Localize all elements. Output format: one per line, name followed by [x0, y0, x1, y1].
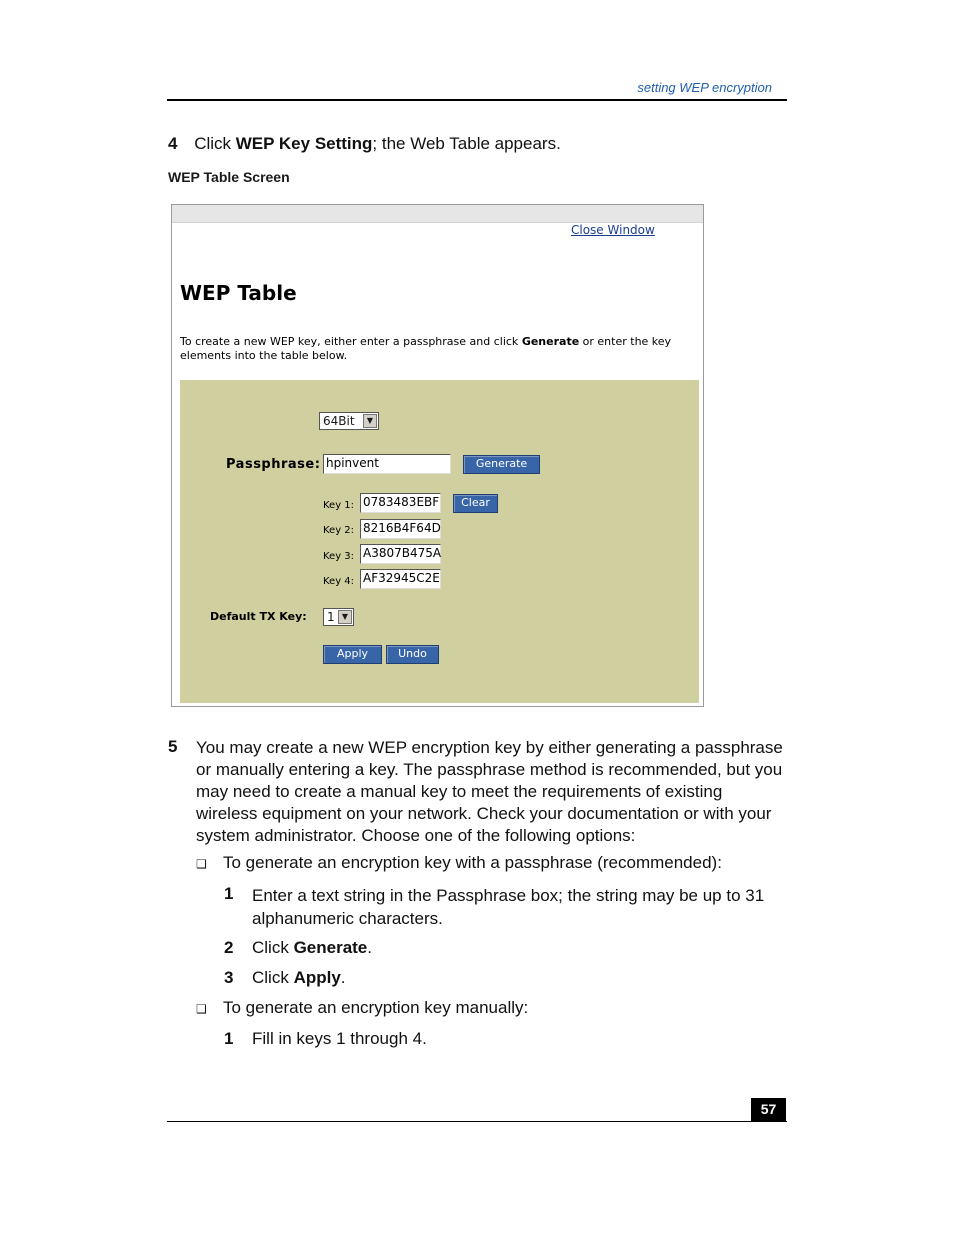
page-number: 57: [760, 1101, 777, 1117]
a3-post: .: [340, 968, 346, 987]
option-b-step-1-number: 1: [224, 1029, 234, 1048]
passphrase-input[interactable]: hpinvent: [323, 454, 451, 474]
clear-button[interactable]: Clear: [453, 494, 498, 513]
default-tx-label: Default TX Key:: [210, 610, 307, 623]
a3-pre: Click: [252, 968, 294, 987]
key-length-select[interactable]: [319, 412, 379, 430]
option-a-step-3-number: 3: [224, 968, 234, 987]
wep-settings-panel: [180, 380, 699, 703]
chevron-down-icon: ▼: [363, 414, 377, 428]
a3-bold: Apply: [293, 968, 341, 987]
footer-rule: [167, 1121, 787, 1122]
wep-intro-text: [180, 335, 695, 363]
key-2-input[interactable]: 8216B4F64D: [360, 519, 441, 539]
undo-button[interactable]: Undo: [386, 645, 439, 664]
key-3-input[interactable]: A3807B475A: [360, 544, 441, 564]
key-1-input[interactable]: 0783483EBF: [360, 493, 441, 513]
step-4-post: ; the Web Table appears.: [372, 134, 561, 153]
step-4-number: 4: [168, 134, 178, 153]
figure-caption: WEP Table Screen: [168, 169, 290, 185]
key-3-label: Key 3:: [323, 551, 355, 562]
default-tx-value: 1: [327, 610, 335, 624]
option-b-step-1-text: Fill in keys 1 through 4.: [252, 1029, 427, 1048]
step-5-number: 5: [168, 737, 178, 756]
a2-pre: Click: [252, 938, 294, 957]
intro-post: or enter the key elements into the table below.: [180, 335, 672, 362]
wep-table-screenshot: [171, 204, 704, 707]
intro-bold: Generate: [521, 335, 580, 348]
checkbox-bullet-icon: ❑: [196, 857, 207, 871]
key-4-input[interactable]: AF32945C2E: [360, 569, 441, 589]
option-a-step-3-text: [252, 968, 346, 988]
passphrase-label: Passphrase:: [226, 457, 321, 472]
header-rule: [167, 99, 787, 101]
wep-table-title: WEP Table: [180, 281, 297, 305]
option-a-step-2-text: [252, 938, 372, 958]
close-window-link[interactable]: Close Window: [571, 223, 655, 237]
running-header: setting WEP encryption: [637, 80, 772, 95]
step-4-bold: WEP Key Setting: [235, 134, 373, 153]
option-a-step-2-number: 2: [224, 938, 234, 957]
a2-bold: Generate: [293, 938, 368, 957]
step-4-pre: Click: [194, 134, 236, 153]
apply-button[interactable]: Apply: [323, 645, 382, 664]
key-length-value: 64Bit: [323, 414, 355, 428]
default-tx-select[interactable]: [323, 608, 354, 626]
step-4: [168, 134, 561, 154]
generate-button[interactable]: Generate: [463, 455, 540, 474]
intro-pre: To create a new WEP key, either enter a passphrase and click: [180, 335, 522, 348]
key-2-label: Key 2:: [323, 525, 355, 536]
option-a-text: To generate an encryption key with a passphrase (recommended):: [223, 853, 722, 872]
key-1-label: Key 1:: [323, 500, 355, 511]
a2-post: .: [367, 938, 372, 957]
option-a-step-1-text: Enter a text string in the Passphrase box; the string may be up to 31 alphanumeric characters.: [252, 886, 765, 928]
chevron-down-icon: ▼: [338, 610, 352, 624]
step-5-text: You may create a new WEP encryption key by either generating a passphrase or manually entering a key. The passphrase method is recommended, but you may need to create a manual key to meet the requirements of existing wireless equipment on your network. Check your documentation or with your system administrator. Choose one of the following options:: [196, 738, 783, 845]
key-4-label: Key 4:: [323, 576, 355, 587]
option-b-text: To generate an encryption key manually:: [223, 998, 529, 1017]
option-a-step-1-number: 1: [224, 884, 234, 903]
checkbox-bullet-icon: ❑: [196, 1002, 207, 1016]
window-top-bar: [172, 205, 703, 223]
